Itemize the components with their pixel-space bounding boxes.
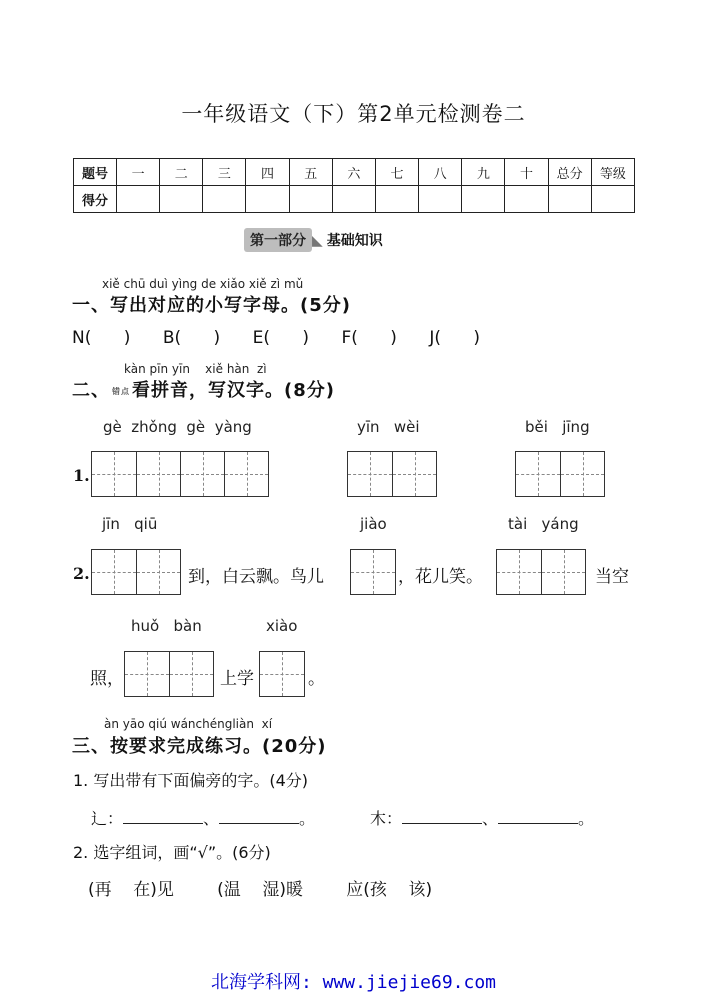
arrow-icon: ◣ — [312, 233, 323, 249]
error-badge: 错点 — [112, 386, 130, 396]
sentence-fragment: 照， — [90, 669, 124, 689]
tianzige-cell[interactable] — [125, 652, 169, 696]
section-3-pinyin: àn yāo qiú wánchéngliàn xí — [104, 717, 273, 731]
radical-answer-line-2 — [370, 806, 594, 829]
part-header — [244, 228, 383, 252]
table-cell: 八 — [419, 159, 462, 186]
score-input-cell[interactable] — [505, 186, 548, 213]
section-2-heading — [72, 376, 335, 402]
part-tag: 第一部分 — [244, 228, 312, 252]
q2-pinyin-e: xiào — [266, 617, 298, 635]
table-cell: 一 — [117, 159, 160, 186]
table-cell: 七 — [375, 159, 418, 186]
sentence-fragment: 。 — [308, 669, 325, 689]
section-1-heading: 一、写出对应的小写字母。(5分) — [72, 295, 351, 316]
tianzige-cell[interactable] — [169, 652, 213, 696]
answer-blank[interactable] — [219, 809, 299, 824]
q2-pinyin-a: jīn qiū — [102, 515, 158, 533]
question-number: 1. — [73, 466, 90, 485]
q1-pinyin-a: gè zhǒng gè yàng — [103, 418, 252, 436]
tianzige-cell[interactable] — [497, 550, 541, 594]
table-cell: 十 — [505, 159, 548, 186]
section-3-heading: 三、按要求完成练习。(20分) — [72, 736, 327, 757]
sentence-fragment: 到，白云飘。鸟儿 — [188, 567, 324, 587]
table-row — [74, 186, 635, 213]
tianzige-grid[interactable] — [347, 451, 437, 497]
tianzige-grid[interactable] — [259, 651, 305, 697]
tianzige-grid[interactable] — [91, 451, 269, 497]
tianzige-cell[interactable] — [351, 550, 395, 594]
q2-pinyin-b: jiào — [360, 515, 387, 533]
score-input-cell[interactable] — [419, 186, 462, 213]
section-2-number: 二、 — [72, 380, 110, 401]
table-cell: 等级 — [591, 159, 634, 186]
sentence-fragment: 当空 — [595, 567, 629, 587]
tianzige-grid[interactable] — [496, 549, 586, 595]
tianzige-grid[interactable] — [350, 549, 396, 595]
radical-answer-line-1 — [91, 806, 315, 829]
answer-blank[interactable] — [402, 809, 482, 824]
score-input-cell[interactable] — [332, 186, 375, 213]
tianzige-cell[interactable] — [348, 452, 392, 496]
footer-watermark: 北海学科网: www.jiejie69.com — [210, 972, 497, 993]
question-3-1: 1. 写出带有下面偏旁的字。(4分) — [73, 771, 309, 790]
score-input-cell[interactable] — [117, 186, 160, 213]
question-number: 2. — [73, 564, 90, 583]
answer-blank[interactable] — [498, 809, 578, 824]
score-input-cell[interactable] — [462, 186, 505, 213]
table-cell: 三 — [203, 159, 246, 186]
table-row — [74, 159, 635, 186]
tianzige-cell[interactable] — [180, 452, 224, 496]
tianzige-grid[interactable] — [124, 651, 214, 697]
section-1-pinyin: xiě chū duì yìng de xiǎo xiě zì mǔ — [102, 277, 304, 291]
question-3-2: 2. 选字组词，画“√”。(6分) — [73, 843, 271, 862]
tianzige-cell[interactable] — [136, 452, 180, 496]
radical-label: 辶： — [91, 809, 124, 828]
tianzige-cell[interactable] — [224, 452, 268, 496]
section-2-title: 看拼音，写汉字。(8分) — [132, 380, 335, 401]
table-cell: 四 — [246, 159, 289, 186]
page-title: 一年级语文（下）第2单元检测卷二 — [181, 102, 526, 126]
sentence-fragment: 上学 — [220, 669, 254, 689]
score-input-cell[interactable] — [289, 186, 332, 213]
tianzige-cell[interactable] — [560, 452, 604, 496]
radical-label: 木： — [370, 809, 403, 828]
tianzige-cell[interactable] — [392, 452, 436, 496]
score-input-cell[interactable] — [548, 186, 591, 213]
table-header-cell: 得分 — [74, 186, 117, 213]
tianzige-grid[interactable] — [515, 451, 605, 497]
q1-pinyin-c: běi jīng — [525, 418, 590, 436]
section-2-pinyin: kàn pīn yīn xiě hàn zì — [124, 362, 267, 376]
score-input-cell[interactable] — [375, 186, 418, 213]
q1-pinyin-b: yīn wèi — [357, 418, 420, 436]
table-cell: 九 — [462, 159, 505, 186]
separator: 、 — [482, 809, 499, 828]
answer-blank[interactable] — [123, 809, 203, 824]
part-subtitle: 基础知识 — [326, 233, 383, 249]
table-cell: 二 — [160, 159, 203, 186]
score-input-cell[interactable] — [246, 186, 289, 213]
score-input-cell[interactable] — [591, 186, 634, 213]
period: 。 — [578, 809, 595, 828]
tianzige-grid[interactable] — [91, 549, 181, 595]
table-cell: 六 — [332, 159, 375, 186]
q2-pinyin-c: tài yáng — [508, 515, 579, 533]
tianzige-cell[interactable] — [260, 652, 304, 696]
score-input-cell[interactable] — [160, 186, 203, 213]
score-input-cell[interactable] — [203, 186, 246, 213]
tianzige-cell[interactable] — [541, 550, 585, 594]
sentence-fragment: ，花儿笑。 — [398, 567, 483, 587]
tianzige-cell[interactable] — [516, 452, 560, 496]
tianzige-cell[interactable] — [92, 550, 136, 594]
score-table — [73, 158, 635, 213]
tianzige-cell[interactable] — [136, 550, 180, 594]
table-cell: 五 — [289, 159, 332, 186]
section-1-letters: N( ) B( ) E( ) F( ) J( ) — [72, 328, 481, 348]
table-cell: 总分 — [548, 159, 591, 186]
tianzige-cell[interactable] — [92, 452, 136, 496]
table-header-cell: 题号 — [74, 159, 117, 186]
word-choice-line[interactable]: (再 在)见 (温 湿)暖 应(孩 该) — [88, 880, 433, 900]
period: 。 — [299, 809, 316, 828]
separator: 、 — [203, 809, 220, 828]
q2-pinyin-d: huǒ bàn — [131, 617, 202, 635]
